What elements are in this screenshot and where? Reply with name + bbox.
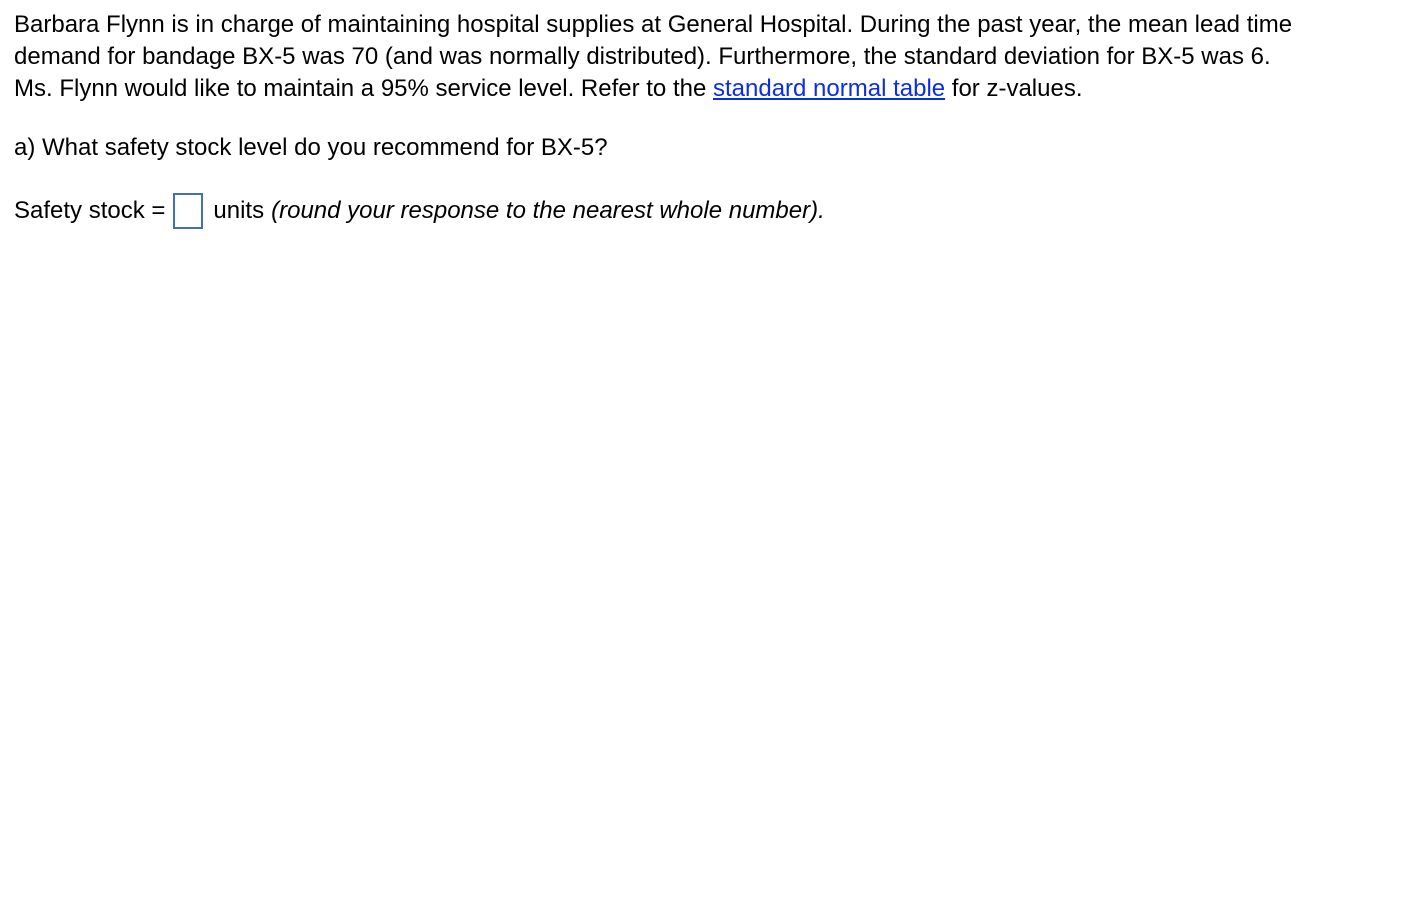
problem-line-3 xyxy=(14,73,1404,105)
standard-normal-table-link[interactable]: standard normal table xyxy=(712,75,946,102)
problem-line-2: demand for bandage BX-5 was 70 (and was normally distributed). Furthermore, the standard deviation for BX-5 was 6. xyxy=(14,43,1271,70)
safety-stock-answer-row xyxy=(14,192,825,230)
problem-line-3-suffix: for z-values. xyxy=(945,75,1083,102)
problem-statement xyxy=(14,9,1404,105)
problem-line-3-text: Ms. Flynn would like to maintain a 95% service level. Refer to the xyxy=(14,75,713,102)
question-a: a) What safety stock level do you recommend for BX-5? xyxy=(14,134,608,161)
problem-line-1: Barbara Flynn is in charge of maintaining hospital supplies at General Hospital. During the past year, the mean lead time xyxy=(14,11,1293,38)
safety-stock-label: Safety stock = xyxy=(14,197,166,224)
units-label: units xyxy=(213,197,265,224)
problem-content xyxy=(14,9,1404,224)
safety-stock-input[interactable] xyxy=(173,193,203,229)
rounding-hint: (round your response to the nearest whole number). xyxy=(271,197,825,224)
